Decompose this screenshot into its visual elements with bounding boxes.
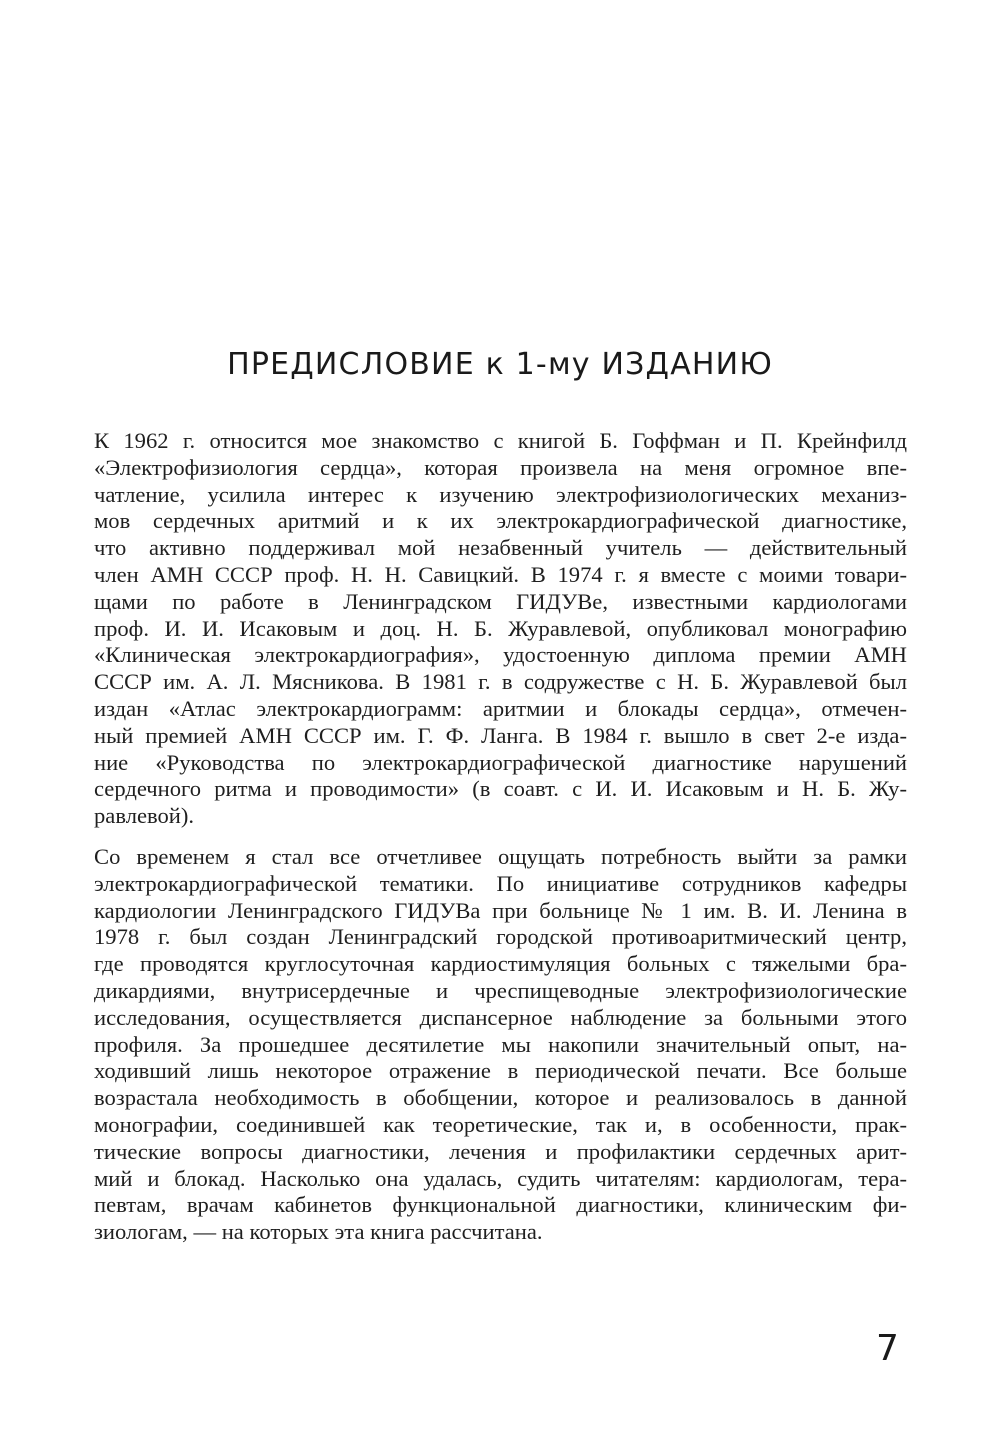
text-line: издан «Атлас электрокардиограмм: аритмии и блокады сердца», отмечен- xyxy=(94,695,907,721)
text-line: СССР им. А. Л. Мясникова. В 1981 г. в содружестве с Н. Б. Журавлевой был xyxy=(94,669,907,695)
text-line: зиологам, — на которых эта книга рассчитана. xyxy=(94,1219,543,1245)
text-line: ходивший лишь некоторое отражение в периодической печати. Все больше xyxy=(94,1058,907,1084)
text-line: тические вопросы диагностики, лечения и профилактики сердечных арит- xyxy=(94,1138,907,1164)
text-line: дикардиями, внутрисердечные и чреспищеводные электрофизиологические xyxy=(94,977,907,1003)
page-title: ПРЕДИСЛОВИЕ к 1-му ИЗДАНИЮ xyxy=(227,347,773,382)
text-line: 1978 г. был создан Ленинградский городской противоаритмический центр, xyxy=(94,924,907,950)
text-line: щами по работе в Ленинградском ГИДУВе, известными кардиологами xyxy=(94,588,907,614)
page-number: 7 xyxy=(876,1328,899,1369)
text-line: мий и блокад. Насколько она удалась, судить читателям: кардиологам, тера- xyxy=(94,1165,907,1191)
text-line: ный премией АМН СССР им. Г. Ф. Ланга. В 1984 г. вышло в свет 2-е изда- xyxy=(94,722,907,748)
text-line: Со временем я стал все отчетливее ощущать потребность выйти за рамки xyxy=(94,843,907,869)
text-line: монографии, соединившей как теоретические, так и, в особенности, прак- xyxy=(94,1111,907,1137)
text-line: электрокардиографической тематики. По инициативе сотрудников кафедры xyxy=(94,870,907,896)
text-line: «Электрофизиология сердца», которая произвела на меня огромное впе- xyxy=(94,454,907,480)
body-text xyxy=(94,428,907,1260)
text-line: кардиологии Ленинградского ГИДУВа при больнице № 1 им. В. И. Ленина в xyxy=(94,897,907,923)
text-line: К 1962 г. относится мое знакомство с книгой Б. Гоффман и П. Крейнфилд xyxy=(94,428,907,453)
text-line: проф. И. И. Исаковым и доц. Н. Б. Журавлевой, опубликовал монографию xyxy=(94,615,907,641)
text-line: где проводятся круглосуточная кардиостимуляция больных с тяжелыми бра- xyxy=(94,951,907,977)
text-line: «Клиническая электрокардиография», удостоенную диплома премии АМН xyxy=(94,642,907,668)
text-line: член АМН СССР проф. Н. Н. Савицкий. В 1974 г. я вместе с моими товари- xyxy=(94,561,907,587)
text-line: сердечного ритма и проводимости» (в соавт. с И. И. Исаковым и Н. Б. Жу- xyxy=(94,776,907,802)
text-line: профиля. За прошедшее десятилетие мы накопили значительный опыт, на- xyxy=(94,1031,907,1057)
text-line: что активно поддерживал мой незабвенный учитель — действительный xyxy=(94,535,907,561)
paragraph-2 xyxy=(94,844,907,1246)
text-line: мов сердечных аритмий и к их электрокардиографической диагностике, xyxy=(94,508,907,534)
paragraph-1 xyxy=(94,428,907,830)
text-line: чатление, усилила интерес к изучению электрофизиологических механиз- xyxy=(94,481,907,507)
text-line: ние «Руководства по электрокардиографической диагностике нарушений xyxy=(94,749,907,775)
text-line: возрастала необходимость в обобщении, которое и реализовалось в данной xyxy=(94,1085,907,1111)
text-line: исследования, осуществляется диспансерное наблюдение за больными этого xyxy=(94,1004,907,1030)
text-line: равлевой). xyxy=(94,803,195,829)
text-line: певтам, врачам кабинетов функциональной диагностики, клиническим фи- xyxy=(94,1192,907,1218)
